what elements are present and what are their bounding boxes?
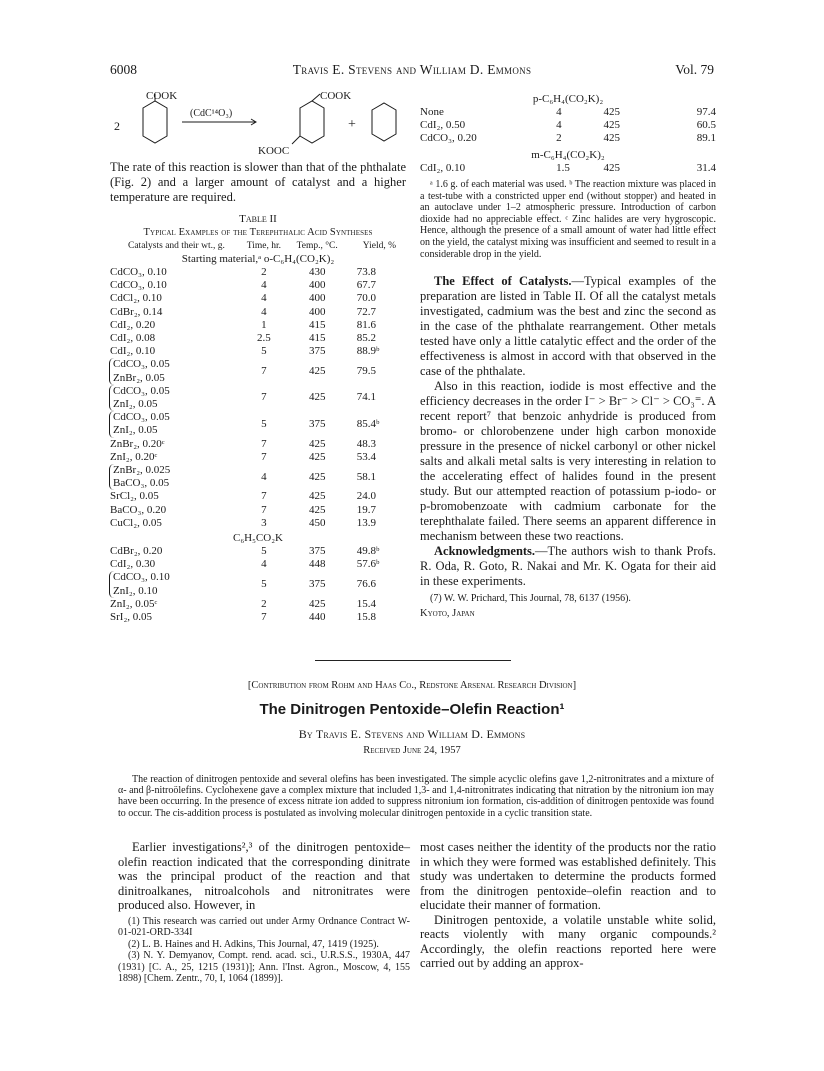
- cell-yield: 15.8: [356, 611, 377, 624]
- table-row: [110, 385, 406, 411]
- table-row: [110, 438, 406, 451]
- cell-yield: 79.5: [356, 365, 377, 378]
- cell-catalyst: [110, 464, 240, 490]
- cell-temp: 425: [603, 162, 621, 174]
- cell-yield: 76.6: [356, 578, 377, 591]
- article-title: The Dinitrogen Pentoxide–Olefin Reaction¹: [259, 701, 565, 718]
- table-column-headers: [110, 241, 406, 251]
- table-row: [110, 464, 406, 490]
- cell-catalyst: [110, 611, 240, 624]
- cell-catalyst: [110, 558, 240, 571]
- cell-catalyst: [110, 358, 240, 384]
- table-row: [110, 345, 406, 358]
- table-section-ortho: [110, 266, 406, 530]
- cell-time: 1: [261, 318, 267, 331]
- table-row: [110, 306, 406, 319]
- cell-yield: 67.7: [356, 279, 377, 292]
- table-row: [110, 545, 406, 558]
- table-row: [110, 504, 406, 517]
- table-footnotes: ᵃ 1.6 g. of each material was used. ᵇ The reaction mixture was placed in a test-tube with a constricted upper end (without stopper) and heated in an autoclave under 1–2 atmospheric pressure. Introduction of carbon dioxide had no appreciable effect. ᶜ Zinc halides are very hygroscopic. Hence, although the presence of a small amount of water had little effect on the yield, the catalyst mixing was insufficient and seemed to result in a considerable drop in the yield.: [420, 179, 716, 260]
- cell-temp: 400: [308, 305, 326, 318]
- cell-catalyst: [110, 517, 240, 530]
- table-row: [110, 611, 406, 624]
- coefficient: 2: [114, 119, 120, 133]
- byline: By Travis E. Stevens and William D. Emmons: [298, 727, 526, 741]
- catalyst-text: None: [420, 106, 444, 118]
- volume-label: Vol. 79: [675, 62, 714, 77]
- catalyst-line-1: CdCO₃, 0.05: [113, 384, 170, 397]
- catalyst-line-1: ZnBr₂, 0.025: [113, 464, 171, 477]
- cell-time: 4: [261, 305, 267, 318]
- table-row: [420, 162, 716, 175]
- cell-time: 7: [261, 450, 267, 463]
- table-section-benzoate: [110, 545, 406, 624]
- cell-time: 4: [261, 292, 267, 305]
- article-separator: [315, 660, 511, 661]
- cell-yield: 88.9ᵇ: [356, 345, 380, 358]
- cell-yield: 74.1: [356, 391, 377, 404]
- table-row: [110, 598, 406, 611]
- table-row: [110, 319, 406, 332]
- catalyst-text: CdCO₃, 0.10: [110, 279, 167, 292]
- cell-temp: 415: [308, 318, 326, 331]
- cell-yield: 58.1: [356, 470, 377, 483]
- cell-yield: 24.0: [356, 490, 377, 503]
- catalyst-line-2: ZnI₂, 0.10: [113, 584, 158, 597]
- footnote-2: (2) L. B. Haines and H. Adkins, This Journal, 47, 1419 (1925).: [128, 938, 379, 950]
- col-header-yield: Yield, %: [362, 241, 396, 251]
- footnote-3: (3) N. Y. Demyanov, Compt. rend. acad. sci., U.R.S.S., 1930A, 447 (1931) [C. A., 25, 1215 (1931)]; Ann. l'Inst. Agron., Moscow, 4, 155 1898) [Chem. Zentr., 70, I, 1064 (1899)].: [118, 950, 410, 985]
- plus-sign: +: [348, 117, 356, 132]
- cell-time: 5: [261, 545, 267, 558]
- cell-yield: 81.6: [356, 318, 377, 331]
- cell-catalyst: [110, 571, 240, 597]
- cell-yield: 97.4: [696, 106, 716, 118]
- cell-time: 4: [261, 558, 267, 571]
- cell-yield: 70.0: [356, 292, 377, 305]
- cell-catalyst: [110, 451, 240, 464]
- catalyst-text: CdI₂, 0.50: [420, 119, 466, 131]
- cell-temp: 425: [308, 365, 326, 378]
- product-kooc-bottom: KOOC: [258, 145, 290, 156]
- benzene-ring-product: [300, 101, 324, 143]
- section-meta: m-C₆H₄(CO₂K)₂: [531, 149, 605, 161]
- catalyst-text: CdI₂, 0.10: [110, 345, 156, 358]
- cell-temp: 375: [308, 345, 326, 358]
- cell-time: 2.5: [257, 332, 271, 345]
- cell-yield: 85.2: [356, 332, 377, 345]
- catalyst-text: ZnI₂, 0.20ᶜ: [110, 450, 158, 463]
- catalyst-text: CdI₂, 0.10: [420, 162, 466, 174]
- reagent-label: (CdC¹⁴O₃): [190, 108, 233, 119]
- table-row: [420, 132, 716, 145]
- cell-temp: 425: [308, 437, 326, 450]
- table-row: [110, 358, 406, 384]
- heading-acknowledgments: Acknowledgments.: [434, 544, 536, 559]
- table-row: [110, 571, 406, 597]
- cell-time: 5: [261, 345, 267, 358]
- catalyst-text: CuCl₂, 0.05: [110, 516, 162, 529]
- table-row: [110, 558, 406, 571]
- cell-time: 1.5: [556, 162, 570, 174]
- catalyst-text: CdBr₂, 0.20: [110, 545, 163, 558]
- cell-time: 7: [261, 611, 267, 624]
- cell-temp: 400: [308, 292, 326, 305]
- cell-catalyst: [110, 306, 240, 319]
- paragraph-iodide: Also in this reaction, iodide is most effective and the efficiency decreases in the order I⁻ > Br⁻ > Cl⁻ > CO₃⁼. A recent report⁷ that benzoic anhydride is produced from bromo- or chlorobenzene under high carbon monoxide pressure in the presence of nickel carbonyl or other nickel salts and alkali metal salts is very interesting in relation to the accelerating effect of halides found in the present study. But our attempted reaction of potassium p-iodo- or p-bromobenzoate with cadmium carbonate for the terephthalate failed. There seems an apparent difference in mechanism between these two reactions.: [420, 379, 716, 544]
- cell-temp: 425: [308, 597, 326, 610]
- benzene-ring-reactant: [143, 101, 167, 143]
- cell-catalyst: [420, 162, 556, 175]
- table-section-para: [420, 106, 716, 145]
- cell-yield: 53.4: [356, 450, 377, 463]
- cell-temp: 400: [308, 279, 326, 292]
- catalyst-text: ZnI₂, 0.05ᶜ: [110, 597, 158, 610]
- catalyst-text: CdCO₃, 0.20: [420, 132, 477, 144]
- cell-time: 4: [261, 470, 267, 483]
- cell-catalyst: [110, 279, 240, 292]
- contribution-line: [Contribution from Rohm and Haas Co., Redstone Arsenal Research Division]: [247, 680, 577, 691]
- cell-time: 5: [261, 417, 267, 430]
- table-label: Table II: [239, 213, 277, 225]
- cell-catalyst: [420, 132, 556, 145]
- catalyst-line-2: ZnBr₂, 0.05: [113, 371, 165, 384]
- cell-catalyst: [110, 438, 240, 451]
- catalyst-text: ZnBr₂, 0.20ᶜ: [110, 437, 165, 450]
- catalyst-text: CdCl₂, 0.10: [110, 292, 162, 305]
- cell-temp: 415: [308, 332, 326, 345]
- cell-temp: 375: [308, 545, 326, 558]
- catalyst-line-1: CdCO₃, 0.05: [113, 411, 170, 424]
- cell-temp: 425: [308, 470, 326, 483]
- catalyst-text: CdI₂, 0.08: [110, 332, 156, 345]
- cell-catalyst: [420, 119, 556, 132]
- cell-catalyst: [110, 319, 240, 332]
- cell-temp: 425: [603, 119, 621, 131]
- catalyst-line-1: CdCO₃, 0.10: [113, 571, 170, 584]
- cell-time: 7: [261, 490, 267, 503]
- cell-yield: 49.8ᵇ: [356, 545, 380, 558]
- table-row: [110, 266, 406, 279]
- cell-temp: 425: [308, 490, 326, 503]
- cell-time: 4: [556, 119, 562, 131]
- cell-yield: 85.4ᵇ: [356, 417, 380, 430]
- cell-time: 2: [261, 597, 267, 610]
- cell-yield: 48.3: [356, 437, 377, 450]
- table-row: [110, 332, 406, 345]
- page-number: 6008: [110, 62, 137, 77]
- cell-time: 7: [261, 365, 267, 378]
- cell-time: 7: [261, 503, 267, 516]
- reference-7: (7) W. W. Prichard, This Journal, 78, 6137 (1956).: [430, 593, 631, 605]
- body-left-paragraph: Earlier investigations²,³ of the dinitrogen pentoxide–olefin reaction indicated that the corresponding dinitrate was the principal product of the reaction and that dinitroalkanes, nitroalcohols and nitronitrates were produced also. However, in: [118, 840, 410, 912]
- benzene-ring-byproduct: [372, 103, 396, 141]
- cell-temp: 425: [603, 132, 621, 144]
- cell-yield: 73.8: [356, 266, 377, 278]
- cell-catalyst: [110, 332, 240, 345]
- cell-catalyst: [110, 345, 240, 358]
- product-cook-top: COOK: [320, 90, 352, 102]
- table-row: [420, 119, 716, 132]
- cell-temp: 425: [308, 450, 326, 463]
- section-benzoate: C₆H₅CO₂K: [232, 532, 283, 545]
- paragraph-effect-of-catalysts: The Effect of Catalysts.—Typical examples of the preparation are listed in Table II. Of all the catalyst metals investigated, cadmium was the best and zinc the second as in the case of the phthalate rearrangement. Other metals tested have only a little catalytic effect and the order of the effectiveness is almost in accord with that observed in the case of the phthalate.: [420, 274, 716, 379]
- catalyst-text: BaCO₃, 0.20: [110, 503, 167, 516]
- cell-time: 4: [261, 279, 267, 292]
- cell-temp: 375: [308, 578, 326, 591]
- table-row: [110, 411, 406, 437]
- catalyst-line-2: ZnI₂, 0.05: [113, 398, 158, 411]
- cell-temp: 425: [603, 106, 621, 118]
- cell-temp: 375: [308, 417, 326, 430]
- col-header-temp: Temp., °C.: [296, 241, 338, 251]
- table-row: [110, 517, 406, 530]
- cell-yield: 19.7: [356, 503, 377, 516]
- received-date: Received June 24, 1957: [363, 745, 461, 756]
- cell-time: 7: [261, 391, 267, 404]
- cell-time: 5: [261, 578, 267, 591]
- cell-time: 7: [261, 437, 267, 450]
- cell-yield: 15.4: [356, 597, 377, 610]
- running-header-authors: Travis E. Stevens and William D. Emmons: [292, 62, 532, 77]
- section-ortho: Starting material,ᵃ o-C₆H₄(CO₂K)₂: [181, 253, 335, 265]
- reaction-scheme: [110, 86, 406, 156]
- cell-yield: 13.9: [356, 516, 377, 529]
- cell-catalyst: [420, 106, 556, 119]
- col-header-time: Time, hr.: [246, 241, 282, 251]
- cell-temp: 425: [308, 391, 326, 404]
- cell-yield: 31.4: [696, 162, 716, 174]
- table-row: [110, 292, 406, 305]
- cell-time: 2: [261, 266, 267, 278]
- cell-temp: 440: [308, 611, 326, 624]
- cell-time: 3: [261, 516, 267, 529]
- body-right-paragraph-1: most cases neither the identity of the products nor the ratio in which they were formed was established definitely. This study was undertaken to determine the products formed from the dinitrogen pentoxide–olefin reaction and to elucidate their manner of formation.: [420, 840, 716, 912]
- cell-catalyst: [110, 490, 240, 503]
- table-section-meta: [420, 162, 716, 175]
- section-para: p-C₆H₄(CO₂K)₂: [532, 93, 604, 105]
- catalyst-text: CdI₂, 0.20: [110, 318, 156, 331]
- paragraph-acknowledgments: Acknowledgments.—The authors wish to thank Profs. R. Oda, R. Goto, R. Nakai and Mr. K. Ogata for their aid in these experiments.: [420, 544, 716, 589]
- place-kyoto: Kyoto, Japan: [420, 607, 475, 619]
- cell-yield: 72.7: [356, 305, 377, 318]
- catalyst-text: CdCO₃, 0.10: [110, 266, 167, 278]
- catalyst-line-2: BaCO₃, 0.05: [113, 477, 170, 490]
- table-row: [110, 490, 406, 503]
- catalyst-text: CdI₂, 0.30: [110, 558, 156, 571]
- col-header-catalyst: Catalysts and their wt., g.: [128, 241, 225, 251]
- heading-effect-of-catalysts: The Effect of Catalysts.: [434, 274, 572, 289]
- cell-temp: 448: [308, 558, 326, 571]
- cell-time: 4: [556, 106, 562, 118]
- cell-temp: 425: [308, 503, 326, 516]
- footnote-1: (1) This research was carried out under Army Ordnance Contract W-01-021-ORD-334I: [118, 915, 410, 939]
- catalyst-line-2: ZnI₂, 0.05: [113, 424, 158, 437]
- catalyst-text: SrI₂, 0.05: [110, 611, 153, 624]
- cell-catalyst: [110, 292, 240, 305]
- intro-paragraph: The rate of this reaction is slower than that of the phthalate (Fig. 2) and a larger amount of catalyst and a higher temperature are required.: [110, 160, 406, 204]
- abstract: The reaction of dinitrogen pentoxide and several olefins has been investigated. The simple acyclic olefins gave 1,2-nitronitrates and a mixture of α- and β-nitroölefins. Cyclohexene gave a complex mixture that included 1,3- and 1,4-nitronitrates indicating that nitration by the nitronium ion may have been occurring. In the presence of excess nitrate ion added to suppress nitronium ion formation, cis-addition of dinitrogen pentoxide was found to occur. The cis-addition process is postulated as involving molecular dinitrogen pentoxide in a cyclic transition state.: [118, 774, 714, 819]
- table-title: Typical Examples of the Terephthalic Acid Syntheses: [143, 227, 373, 238]
- cell-temp: 450: [308, 516, 326, 529]
- cell-catalyst: [110, 545, 240, 558]
- cell-yield: 57.6ᵇ: [356, 558, 380, 571]
- catalyst-line-1: CdCO₃, 0.05: [113, 358, 170, 371]
- catalyst-text: CdBr₂, 0.14: [110, 305, 163, 318]
- table-row: [110, 279, 406, 292]
- catalyst-text: SrCl₂, 0.05: [110, 490, 159, 503]
- cell-time: 2: [556, 132, 562, 144]
- table-row: [420, 106, 716, 119]
- cell-catalyst: [110, 504, 240, 517]
- cell-temp: 430: [308, 266, 326, 278]
- cell-catalyst: [110, 411, 240, 437]
- cell-catalyst: [110, 266, 240, 279]
- body-right-paragraph-2: Dinitrogen pentoxide, a volatile unstable white solid, reacts violently with many organic compounds.² Accordingly, the olefin reactions reported here were carried out by adding an approx-: [420, 912, 716, 970]
- cell-catalyst: [110, 598, 240, 611]
- cell-yield: 60.5: [696, 119, 716, 131]
- reactant-cook-label: COOK: [146, 90, 178, 102]
- cell-catalyst: [110, 385, 240, 411]
- cell-yield: 89.1: [696, 132, 716, 144]
- table-row: [110, 451, 406, 464]
